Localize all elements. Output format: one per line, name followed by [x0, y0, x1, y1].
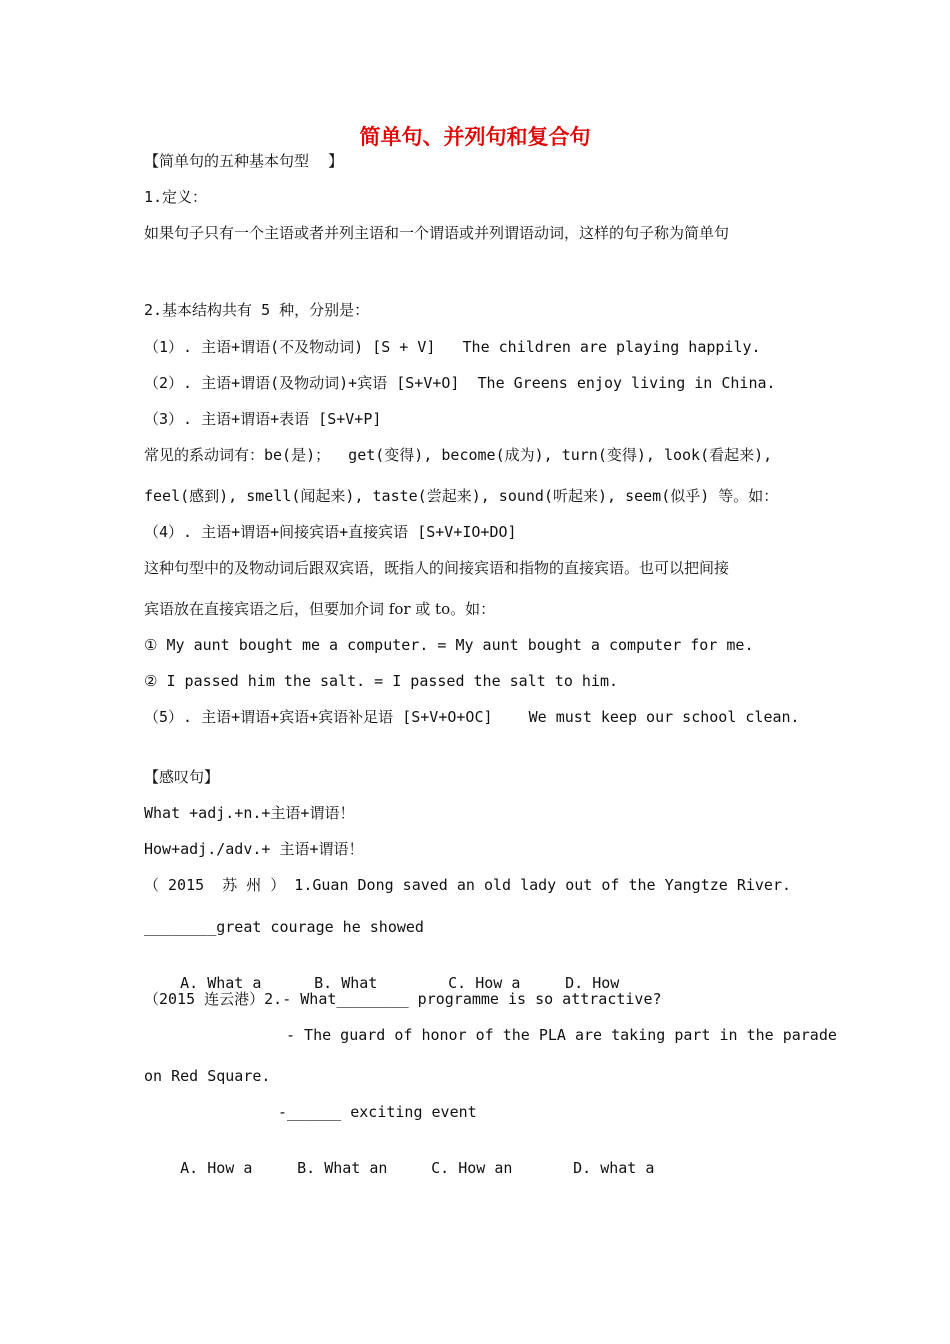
question-2-options	[144, 1138, 654, 1198]
question-2-line-4: -______ exciting event	[278, 1103, 477, 1121]
pattern-5: （5）. 主语+谓语+宾语+宾语补足语 [S+V+O+OC] We must keep our school clean.	[144, 708, 800, 726]
pattern-1: （1）. 主语+谓语(不及物动词) [S + V] The children are playing happily.	[144, 338, 761, 356]
pattern-4: （4）. 主语+谓语+间接宾语+直接宾语 [S+V+IO+DO]	[144, 523, 517, 541]
pattern-4-explanation-2: 宾语放在直接宾语之后，但要加介词 for 或 to。如：	[144, 600, 496, 618]
q1-option-d: D. How	[565, 974, 620, 992]
example-1: ① My aunt bought me a computer. = My aunt bought a computer for me.	[144, 636, 754, 654]
q2-option-c: C. How an	[431, 1159, 513, 1177]
question-1-line-1: （ 2015 苏 州 ） 1.Guan Dong saved an old lady out of the Yangtze River.	[144, 876, 791, 894]
page-title: 简单句、并列句和复合句	[359, 125, 591, 149]
pattern-4-explanation-1: 这种句型中的及物动词后跟双宾语，既指人的间接宾语和指物的直接宾语。也可以把间接	[144, 559, 730, 577]
exclamatory-what: What +adj.+n.+主语+谓语！	[144, 804, 355, 822]
q2-option-a: A. How a	[180, 1159, 253, 1177]
example-2: ② I passed him the salt. = I passed the salt to him.	[144, 672, 619, 690]
question-2-line-3: on Red Square.	[144, 1067, 271, 1085]
q2-option-d: D. what a	[573, 1159, 655, 1177]
q1-option-c: C. How a	[448, 974, 521, 992]
section-heading-exclamatory: 【感叹句】	[144, 768, 220, 786]
q2-option-b: B. What an	[297, 1159, 388, 1177]
linking-verbs-line-1: 常见的系动词有：be(是)； get(变得), become(成为), turn(变得), look(看起来),	[144, 446, 773, 464]
question-2-line-2: - The guard of honor of the PLA are taking part in the parade	[286, 1026, 837, 1044]
question-1-line-2: ________great courage he showed	[144, 918, 424, 936]
linking-verbs-line-2: feel(感到), smell(闻起来), taste(尝起来), sound(听起来), seem(似乎) 等。如：	[144, 487, 779, 505]
q1-option-a: A. What a	[180, 974, 262, 992]
structure-intro: 2.基本结构共有 5 种，分别是：	[144, 301, 370, 319]
definition-text: 如果句子只有一个主语或者并列主语和一个谓语或并列谓语动词，这样的句子称为简单句	[144, 224, 730, 242]
section-heading-simple-sentence: 【简单句的五种基本句型 】	[144, 152, 344, 170]
pattern-3: （3）. 主语+谓语+表语 [S+V+P]	[144, 410, 382, 428]
question-2-line-1: （2015 连云港）2.- What________ programme is so attractive?	[144, 990, 662, 1008]
exclamatory-how: How+adj./adv.+ 主语+谓语！	[144, 840, 364, 858]
q1-option-b: B. What	[314, 974, 378, 992]
pattern-2: （2）. 主语+谓语(及物动词)+宾语 [S+V+O] The Greens enjoy living in China.	[144, 374, 776, 392]
definition-label: 1.定义：	[144, 188, 208, 206]
